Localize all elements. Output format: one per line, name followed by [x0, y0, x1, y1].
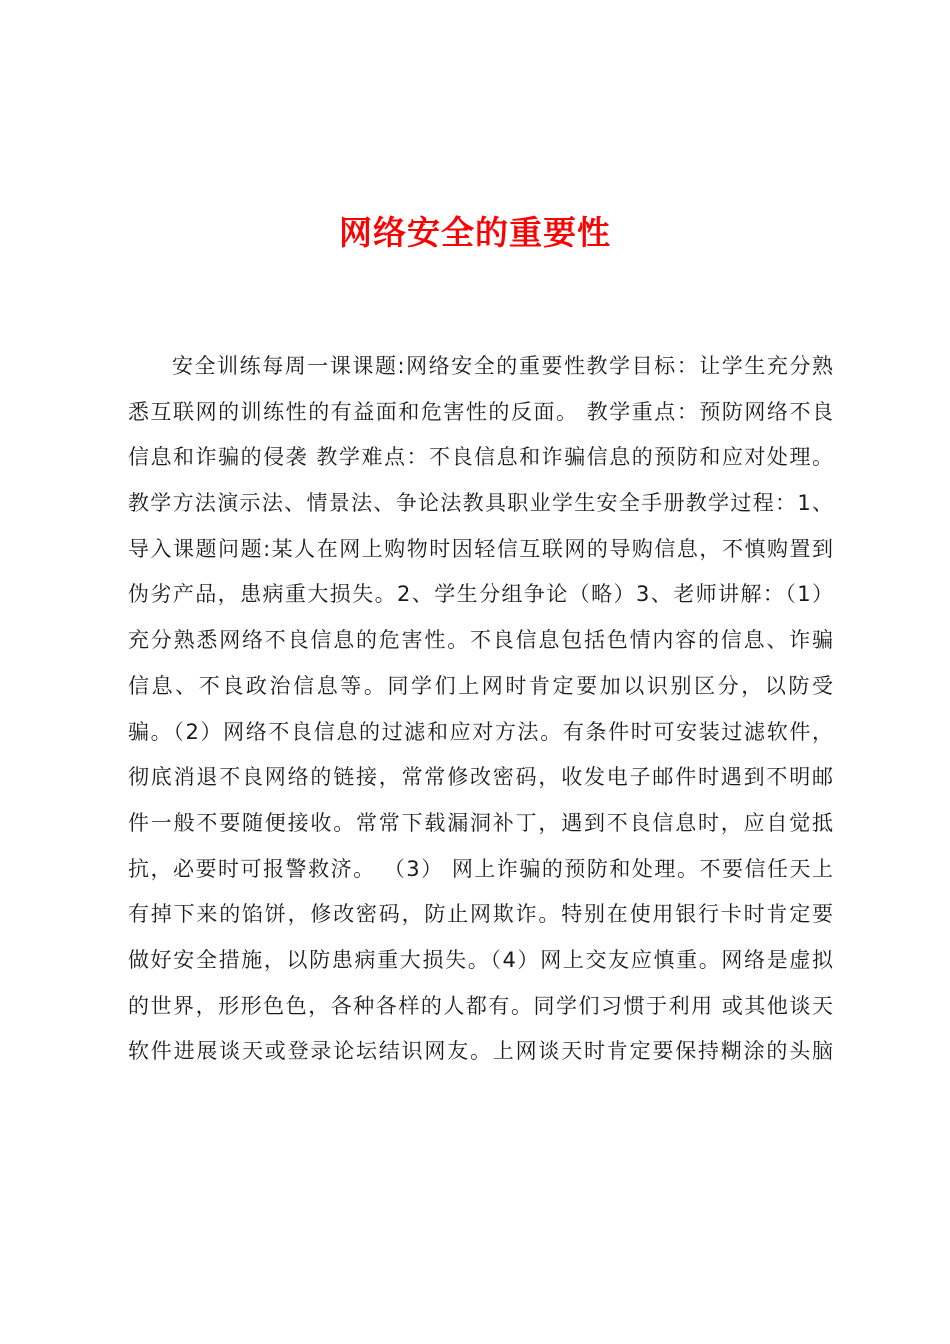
body-line: 的世界，形形色色，各种各样的人都有。同学们习惯于利用 或其他谈天	[128, 993, 833, 1018]
body-line: 做好安全措施，以防患病重大损失。（4）网上交友应慎重。网络是虚拟	[128, 947, 833, 972]
body-line: 导入课题问题:某人在网上购物时因轻信互联网的导购信息，不慎购置到	[128, 536, 833, 561]
body-line: 有掉下来的馅饼，修改密码，防止网欺诈。特别在使用银行卡时肯定要	[128, 902, 833, 927]
body-line: 骗。（2）网络不良信息的过滤和应对方法。有条件时可安装过滤软件，	[128, 719, 833, 744]
body-line: 悉互联网的训练性的有益面和危害性的反面。 教学重点：预防网络不良	[128, 399, 833, 424]
body-line: 信息、不良政治信息等。同学们上网时肯定要加以识别区分，以防受	[128, 673, 833, 698]
body-line: 彻底消退不良网络的链接，常常修改密码，收发电子邮件时遇到不明邮	[128, 765, 833, 790]
body-line: 抗，必要时可报警救济。 （3） 网上诈骗的预防和处理。不要信任天上	[128, 856, 833, 881]
body-line: 教学方法演示法、情景法、争论法教具职业学生安全手册教学过程：1、	[128, 491, 833, 516]
body-line: 软件进展谈天或登录论坛结识网友。上网谈天时肯定要保持糊涂的头脑	[128, 1039, 833, 1064]
document-body	[128, 344, 833, 1075]
body-line: 安全训练每周一课课题:网络安全的重要性教学目标：让学生充分熟	[172, 354, 833, 378]
body-line: 件一般不要随便接收。常常下载漏洞补丁，遇到不良信息时，应自觉抵	[128, 810, 833, 835]
body-line: 充分熟悉网络不良信息的危害性。不良信息包括色情内容的信息、诈骗	[128, 628, 833, 653]
body-line: 伪劣产品，患病重大损失。2、学生分组争论（略）3、老师讲解：（1）	[128, 582, 833, 607]
document-title: 网络安全的重要性	[339, 213, 611, 252]
body-line: 信息和诈骗的侵袭 教学难点：不良信息和诈骗信息的预防和应对处理。	[128, 445, 833, 470]
